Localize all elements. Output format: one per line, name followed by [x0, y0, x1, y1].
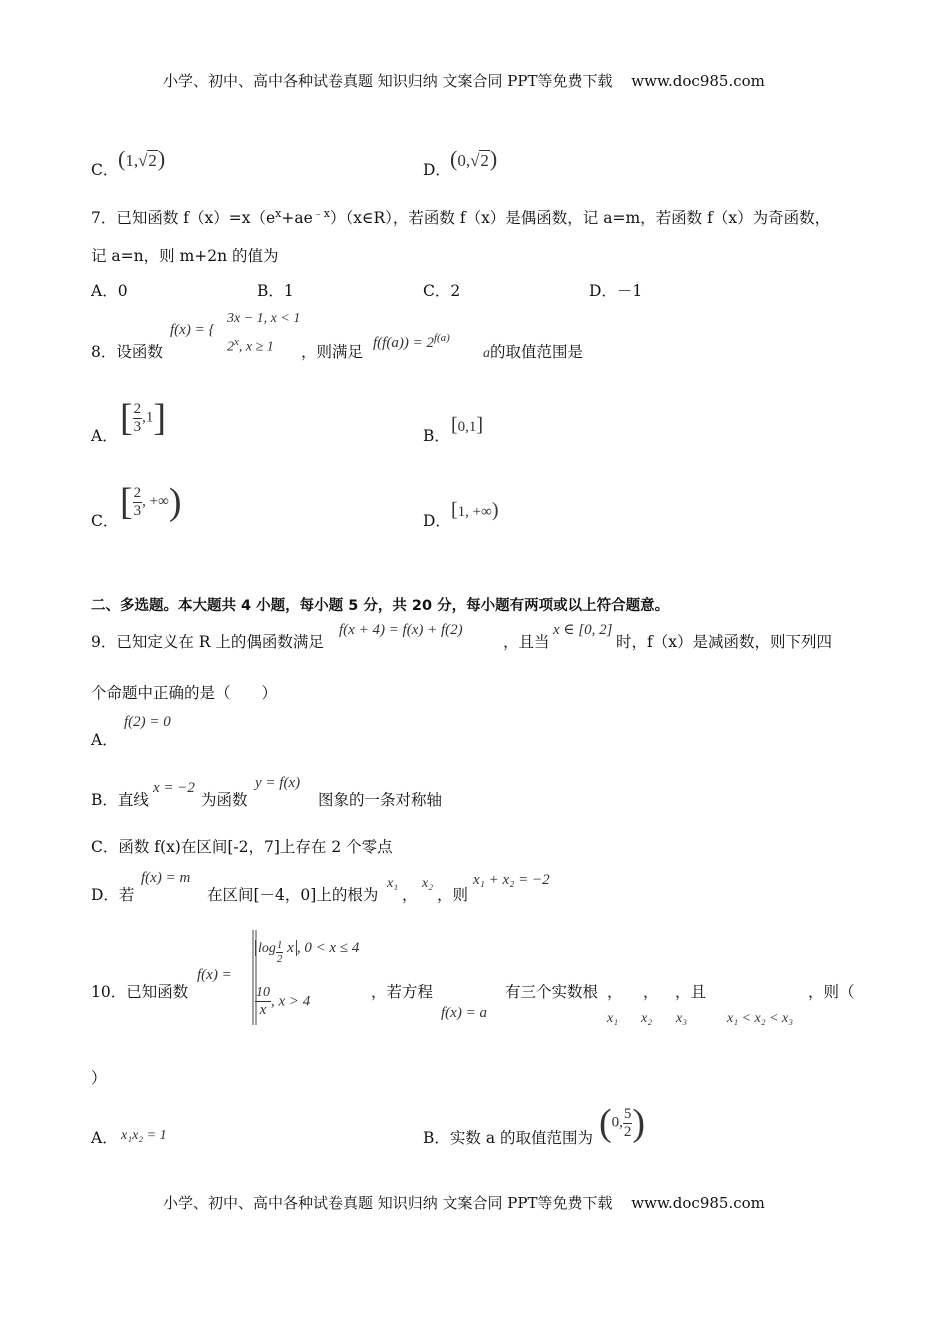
section-title: 二、多选题。本大题共 4 小题，每小题 5 分，共 20 分，每小题有两项或以上符合题意。: [91, 598, 670, 614]
q10-b-den: 2: [623, 1123, 632, 1140]
q9-d-math1: f(x) = m: [141, 870, 191, 886]
q9-d-then: ，则: [437, 886, 469, 904]
q8-suffix-a: a: [483, 346, 490, 361]
q10-mid: ，若方程: [371, 983, 434, 1001]
q8-mid: ，则满足: [301, 343, 364, 361]
q7-option-c: C．2: [423, 282, 461, 300]
q6-d-close: ): [489, 146, 498, 171]
header-text: 小学、初中、高中各种试卷真题 知识归纳 文案合同 PPT等免费下载: [163, 72, 613, 90]
q10-b-paren-r: ): [632, 1102, 646, 1144]
q8-case2: [227, 336, 274, 356]
q10-b-math: [599, 1101, 645, 1145]
q10-case1-x: x: [287, 940, 294, 956]
q8-cond-text: f(f(a)) = 2: [373, 335, 434, 351]
q8-option-d-math: [451, 499, 499, 522]
q10-frac: [255, 986, 271, 1018]
q7-sup1: x: [275, 207, 282, 220]
q9-b-math1: x = −2: [153, 780, 195, 796]
q8-option-a-math: [120, 396, 166, 440]
q9-cond: x ∈ [0, 2]: [553, 622, 613, 638]
q8-case2-sup: x: [234, 336, 239, 348]
q7-option-b: B．1: [257, 282, 294, 300]
q8-cond-sup: f(a): [433, 332, 450, 344]
q8-option-c-math: [120, 480, 181, 524]
q10-eq: f(x) = a: [441, 1005, 487, 1021]
q10-has: 有三个实数根: [505, 983, 599, 1001]
q10-b-paren-l: (: [599, 1102, 612, 1144]
q8-option-b-label: B．: [423, 427, 450, 445]
q9-d-comma: ，: [402, 886, 418, 904]
q9-b-mid: 为函数: [201, 791, 248, 809]
q10-case2-rest: , x > 4: [271, 993, 311, 1010]
q8-suffix-text: 的取值范围是: [490, 343, 584, 361]
q9-b-suffix: 图象的一条对称轴: [318, 791, 443, 809]
q8-c-rest: , +∞: [142, 493, 169, 510]
q9-eq: f(x + 4) = f(x) + f(2): [339, 622, 463, 638]
q10-case1: [255, 940, 359, 965]
q9-d-mid: 在区间[－4，0]上的根为: [207, 886, 379, 904]
q7-mid: +ae: [281, 209, 313, 228]
q8-option-c-label: C．: [91, 512, 119, 530]
q9-mid: ，且当: [503, 633, 550, 651]
q9-suffix: 时，f（x）是减函数，则下列四: [616, 633, 832, 651]
q7-line1-text: 7．已知函数 f（x）=x（e: [91, 209, 276, 228]
q8-d-paren-r: ): [491, 499, 499, 521]
q8-c-frac: [133, 486, 143, 519]
q9-b-math2: y = f(x): [255, 775, 301, 791]
q6-c-b: 2: [148, 151, 157, 170]
q6-c-a: 1,: [125, 151, 139, 170]
footer-text: 小学、初中、高中各种试卷真题 知识归纳 文案合同 PPT等免费下载: [163, 1194, 613, 1212]
q6-d-rad: √: [470, 151, 480, 170]
q6-c-rad: √: [138, 151, 148, 170]
q10-order: x₁ < x₂ < x₃: [727, 1011, 794, 1026]
q6-d-math: [450, 146, 497, 172]
q10-c2: ，: [643, 983, 659, 1001]
q10-x1: x₁: [607, 1011, 619, 1026]
q10-a-label: A．: [91, 1129, 118, 1147]
q8-cond: [373, 332, 450, 352]
q9-b-label: B．直线: [91, 791, 149, 809]
q10-log-base: [276, 940, 284, 965]
q8-c-paren-r: ): [168, 481, 182, 523]
q6-d-label: D．: [423, 161, 451, 179]
header-site: www.doc985.com: [631, 72, 765, 90]
page-header: [163, 70, 765, 91]
q7-option-a: A．0: [91, 282, 128, 300]
q7-line1: [91, 205, 830, 228]
q8-b-bracket-r: ]: [476, 414, 484, 436]
q9-a-label: A．: [91, 731, 118, 749]
q10-case2-num: 10: [256, 985, 270, 1000]
q6-option-d: [423, 158, 451, 180]
q7-rest: ）（x∈R），若函数 f（x）是偶函数，记 a=m，若函数 f（x）为奇函数，: [330, 209, 831, 228]
q8-a-frac: [133, 402, 143, 435]
q8-c-bracket-l: [: [120, 481, 133, 523]
q9-prefix: 9．已知定义在 R 上的偶函数满足: [91, 633, 324, 651]
q8-d-val: 1, +∞: [457, 504, 492, 520]
q10-base-den: 2: [276, 953, 283, 965]
q6-option-c: [91, 158, 118, 180]
q10-prefix: 10．已知函数: [91, 983, 189, 1001]
q9-a-math: f(2) = 0: [124, 714, 171, 730]
q6-c-label: C．: [91, 161, 119, 179]
q10-case2: [255, 986, 310, 1018]
q6-c-close: ): [157, 146, 166, 171]
page-footer: [163, 1192, 765, 1213]
q9-d-math2: x₁ + x₂ = −2: [473, 872, 550, 888]
q7-line2: 记 a=n，则 m+2n 的值为: [91, 247, 279, 265]
q7-option-d: D．－1: [589, 282, 643, 300]
q10-then: ，则（: [808, 983, 855, 1001]
q9-d-label: D．若: [91, 886, 135, 904]
q6-d-a: 0,: [457, 151, 471, 170]
q8-case2-rest: , x ≥ 1: [238, 339, 274, 355]
q6-c-math: [118, 146, 165, 172]
q8-fx: f(x) = {: [170, 322, 215, 338]
q10-b-frac: [623, 1107, 633, 1140]
q10-abs-l: [255, 939, 294, 965]
q8-option-a-label: A．: [91, 427, 118, 445]
q10-close: ）: [91, 1069, 107, 1087]
q8-c-num: 2: [133, 484, 142, 501]
q10-b-num: 5: [623, 1105, 632, 1122]
q10-b-open: 0,: [611, 1114, 623, 1131]
q9-line2: 个命题中正确的是（ ）: [91, 684, 278, 702]
q10-x3: x₃: [676, 1011, 688, 1026]
q8-prefix: 8．设函数: [91, 343, 163, 361]
q6-c-open: (: [118, 146, 126, 171]
q10-log: log: [258, 941, 276, 956]
q10-case2-den: x: [259, 1002, 267, 1018]
q8-option-b-math: [451, 414, 483, 437]
q10-b-label: B．实数 a 的取值范围为: [423, 1129, 593, 1147]
q8-a-bracket-r: ]: [153, 397, 167, 439]
footer-site: www.doc985.com: [631, 1194, 765, 1212]
q8-case2-base: 2: [227, 339, 234, 355]
q10-fx: f(x) =: [197, 967, 232, 983]
q10-a-math: x₁x₂ = 1: [121, 1128, 167, 1143]
q10-case1-rest: , 0 < x ≤ 4: [296, 940, 360, 956]
q8-c-den: 3: [133, 502, 142, 519]
q8-d-bracket-l: [: [451, 499, 458, 521]
q7-sup2: ﹣x: [312, 207, 331, 220]
q9-d-x2: x₂: [422, 876, 434, 891]
q8-a-rest: ,1: [142, 409, 154, 426]
q8-a-num: 2: [133, 400, 142, 417]
q8-b-bracket-l: [: [451, 414, 458, 436]
q10-x2: x₂: [641, 1011, 653, 1026]
q8-suffix: [483, 340, 583, 362]
q6-d-open: (: [450, 146, 458, 171]
q10-c1: ，: [607, 983, 623, 1001]
q8-case1: 3x − 1, x < 1: [227, 311, 301, 326]
q10-base-num: 1: [276, 939, 283, 951]
q6-d-b: 2: [480, 151, 489, 170]
q8-option-d-label: D．: [423, 512, 451, 530]
q9-c-text: C．函数 f(x)在区间[-2，7]上存在 2 个零点: [91, 838, 393, 856]
q8-a-den: 3: [133, 418, 142, 435]
q9-d-x1: x₁: [387, 876, 399, 891]
q10-c3: ，且: [675, 983, 707, 1001]
q8-a-bracket-l: [: [120, 397, 133, 439]
q8-b-val: 0,1: [457, 419, 477, 435]
